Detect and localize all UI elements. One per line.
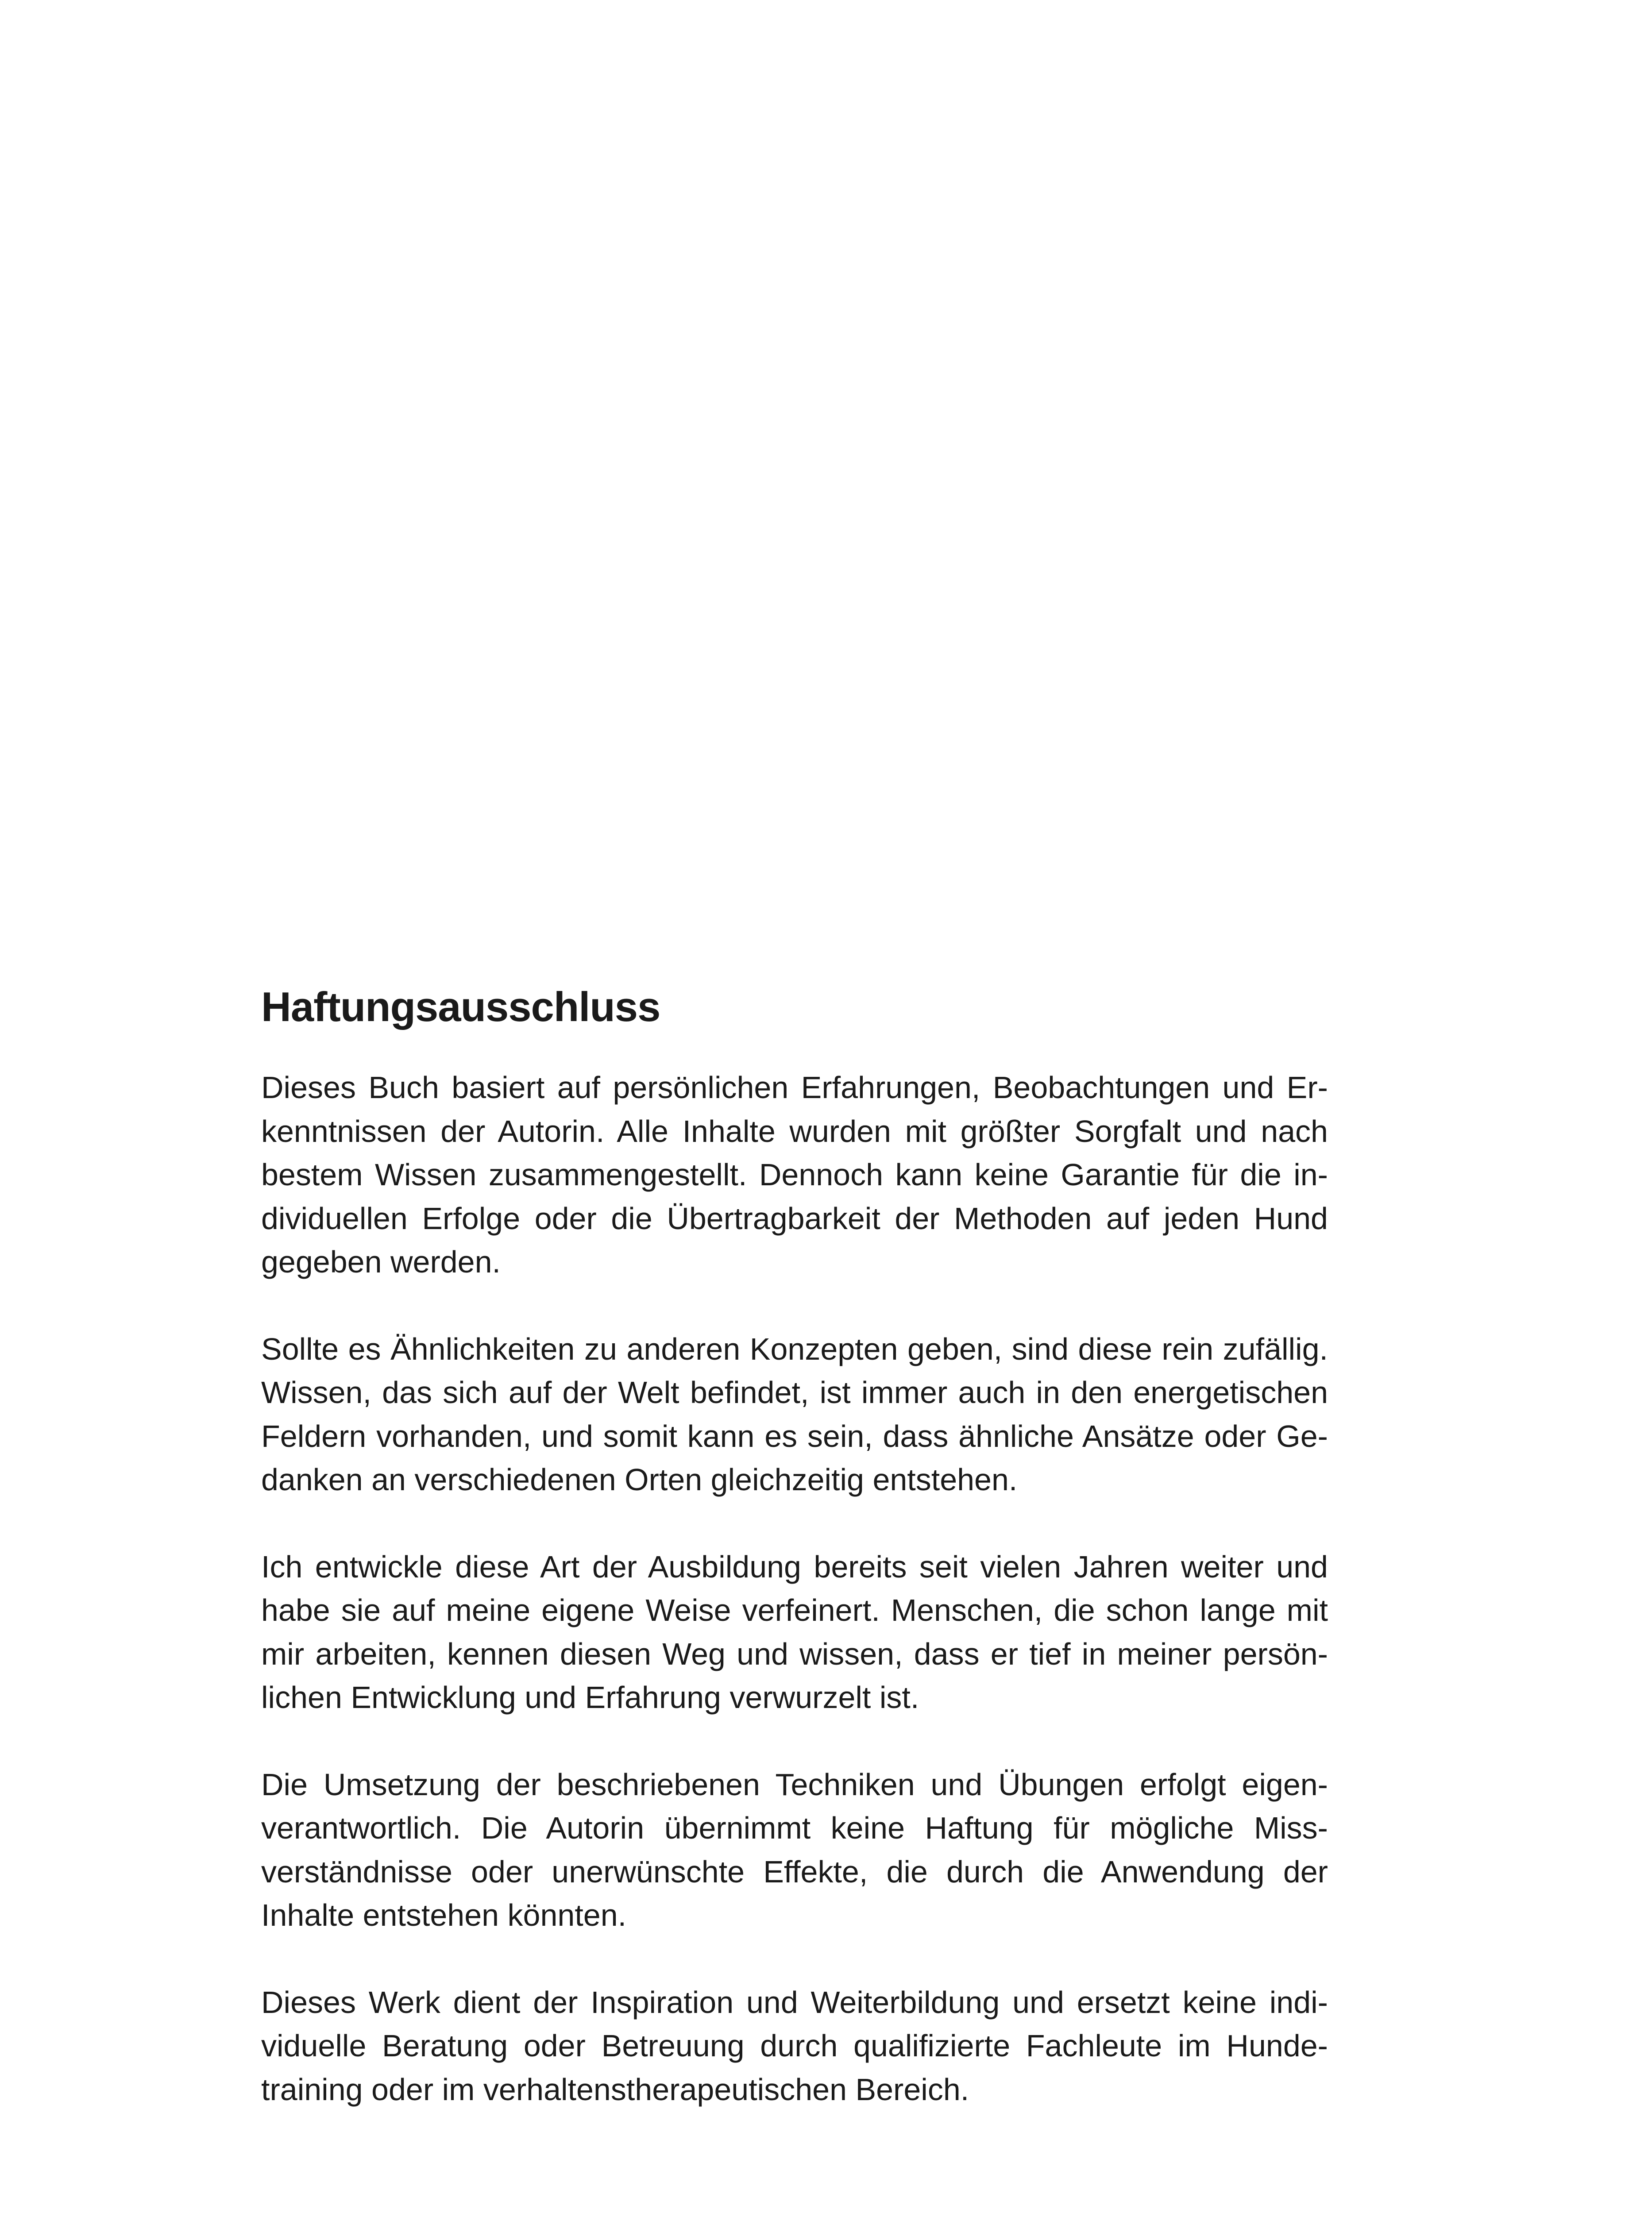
- text-line: kenntnissen der Autorin. Alle Inhalte wurden mit größter Sorgfalt und nach: [261, 1114, 1328, 1149]
- text-line: bestem Wissen zusammengestellt. Dennoch kann keine Garantie für die in-: [261, 1157, 1328, 1192]
- text-line: habe sie auf meine eigene Weise verfeinert. Menschen, die schon lange mit: [261, 1593, 1328, 1627]
- text-line: lichen Entwicklung und Erfahrung verwurzelt ist.: [261, 1680, 919, 1715]
- page-title: Haftungsausschluss: [261, 983, 660, 1030]
- text-line: dividuellen Erfolge oder die Übertragbarkeit der Methoden auf jeden Hund: [261, 1201, 1328, 1236]
- text-line: Wissen, das sich auf der Welt befindet, ist immer auch in den energetischen: [261, 1375, 1328, 1410]
- text-line: training oder im verhaltenstherapeutischen Bereich.: [261, 2072, 969, 2107]
- disclaimer-section: [261, 978, 1328, 2155]
- text-line: Sollte es Ähnlichkeiten zu anderen Konzepten geben, sind diese rein zufällig.: [261, 1331, 1328, 1366]
- paragraph-1: [261, 1066, 1328, 1284]
- paragraph-5: [261, 1981, 1328, 2112]
- text-line: Feldern vorhanden, und somit kann es sein, dass ähnliche Ansätze oder Ge-: [261, 1419, 1328, 1453]
- paragraph-2: [261, 1327, 1328, 1502]
- text-line: Dieses Werk dient der Inspiration und Weiterbildung und ersetzt keine indi-: [261, 1985, 1328, 2020]
- paragraph-4: [261, 1763, 1328, 1937]
- text-line: verantwortlich. Die Autorin übernimmt keine Haftung für mögliche Miss-: [261, 1811, 1328, 1845]
- text-line: gegeben werden.: [261, 1245, 501, 1279]
- paragraph-3: [261, 1545, 1328, 1720]
- text-line: mir arbeiten, kennen diesen Weg und wissen, dass er tief in meiner persön-: [261, 1636, 1328, 1671]
- text-line: danken an verschiedenen Orten gleichzeitig entstehen.: [261, 1462, 1018, 1497]
- text-line: Dieses Buch basiert auf persönlichen Erfahrungen, Beobachtungen und Er-: [261, 1070, 1328, 1105]
- text-line: Die Umsetzung der beschriebenen Techniken und Übungen erfolgt eigen-: [261, 1767, 1328, 1802]
- text-line: viduelle Beratung oder Betreuung durch qualifizierte Fachleute im Hunde-: [261, 2028, 1328, 2063]
- text-line: verständnisse oder unerwünschte Effekte, die durch die Anwendung der: [261, 1854, 1328, 1889]
- text-line: Ich entwickle diese Art der Ausbildung bereits seit vielen Jahren weiter und: [261, 1549, 1328, 1584]
- text-line: Inhalte entstehen könnten.: [261, 1898, 627, 1932]
